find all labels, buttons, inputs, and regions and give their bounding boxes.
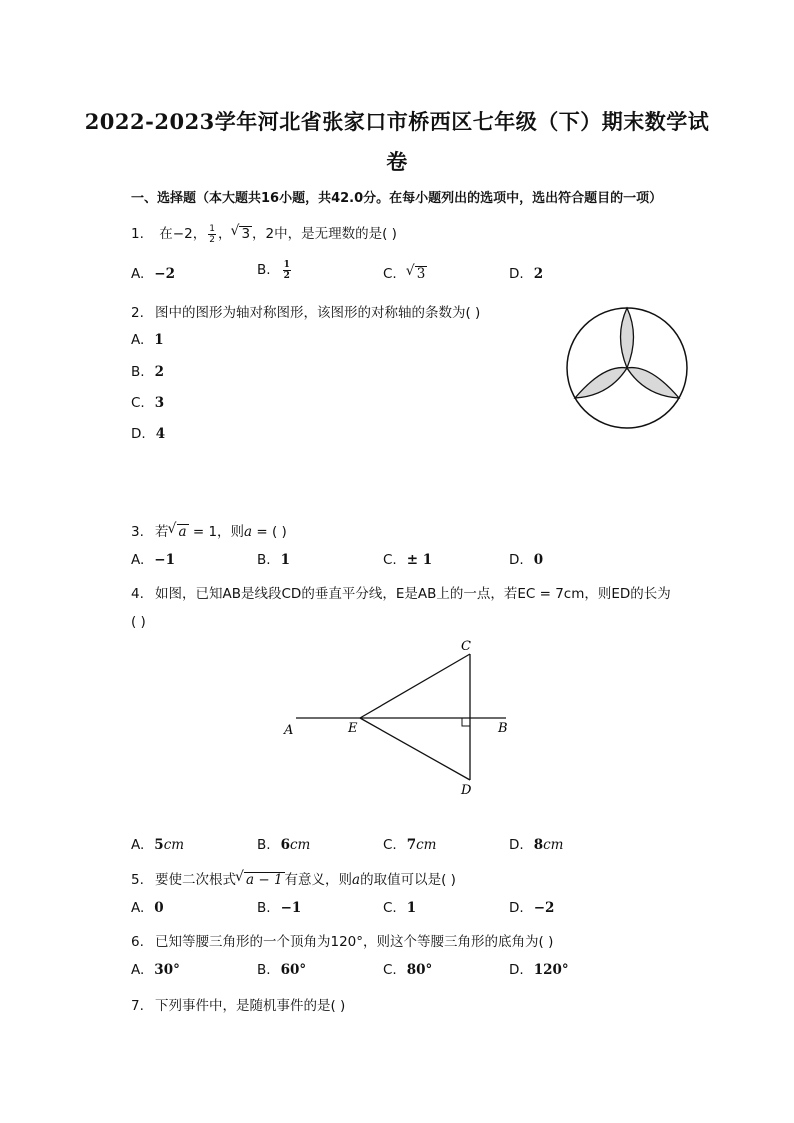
q1-option-b[interactable]: B. $\frac{1}{2}$ — [257, 260, 290, 281]
q3-text-mid: = 1，则 — [188, 524, 245, 540]
q1-text-post: ，2中，是无理数的是( ) — [252, 226, 397, 242]
q4-option-a[interactable]: A. 5cm — [131, 837, 185, 853]
q3-text-post: = ( ) — [252, 524, 287, 540]
exam-title-line2: 卷 — [386, 149, 408, 174]
q4-text-line1: 如图，已知AB是线段CD的垂直平分线，E是AB上的一点，若EC = 7cm，则ED的长为 — [155, 586, 671, 602]
q5-option-a[interactable]: A. 0 — [131, 900, 164, 916]
q6-text: 已知等腰三角形的一个顶角为120°，则这个等腰三角形的底角为( ) — [155, 934, 554, 950]
q5-option-b[interactable]: B. −1 — [257, 900, 302, 916]
q4-geometry-figure — [280, 636, 520, 802]
q1-option-d[interactable]: D. 2 — [509, 266, 544, 282]
q5-text-pre: 要使二次根式 — [155, 872, 236, 888]
q5-sqrt: √ a − 1 — [244, 872, 285, 887]
question-number: 1. — [131, 226, 144, 242]
q3-text-pre: 若 — [155, 524, 169, 540]
q5-text-mid: 有意义，则 — [284, 872, 353, 888]
q1-sqrt: √ 3 — [239, 226, 252, 241]
q3-var: a — [244, 524, 253, 540]
question-6 — [131, 930, 553, 950]
question-number: 6. — [131, 934, 144, 950]
section-heading: 一、选择题（本大题共16小题，共42.0分。在每小题列出的选项中，选出符合题目的一项） — [131, 191, 663, 206]
q2-option-a[interactable]: A. 1 — [131, 332, 164, 348]
point-label-a: A — [284, 723, 294, 738]
question-number: 7. — [131, 998, 144, 1014]
q4-option-b[interactable]: B. 6cm — [257, 837, 311, 853]
q6-option-b[interactable]: B. 60° — [257, 962, 307, 978]
q2-option-b[interactable]: B. 2 — [131, 364, 164, 380]
q5-text-post: 的取值可以是( ) — [360, 872, 456, 888]
question-1 — [131, 222, 397, 245]
q5-option-c[interactable]: C. 1 — [383, 900, 417, 916]
question-number: 5. — [131, 872, 144, 888]
q1-option-a[interactable]: A. −2 — [131, 266, 176, 282]
exam-title-line1: 2022-2023学年河北省张家口市桥西区七年级（下）期末数学试 — [84, 109, 710, 134]
point-label-c: C — [461, 639, 471, 654]
q4-text-line2: ( ) — [131, 614, 146, 630]
point-label-e: E — [348, 721, 358, 736]
question-number: 2. — [131, 305, 144, 321]
q3-option-a[interactable]: A. −1 — [131, 552, 176, 568]
question-2 — [131, 301, 480, 321]
question-3 — [131, 520, 287, 540]
q1-option-c[interactable]: C.√ 3 — [383, 266, 427, 282]
point-label-d: D — [461, 783, 472, 798]
q3-sqrt: √ a — [177, 524, 189, 539]
question-4 — [131, 582, 671, 602]
q6-option-d[interactable]: D. 120° — [509, 962, 569, 978]
q4-option-d[interactable]: D. 8cm — [509, 837, 564, 853]
q4-option-c[interactable]: C. 7cm — [383, 837, 437, 853]
q6-option-c[interactable]: C. 80° — [383, 962, 433, 978]
q7-text: 下列事件中，是随机事件的是( ) — [155, 998, 346, 1014]
question-number: 3. — [131, 524, 144, 540]
point-label-b: B — [498, 721, 508, 736]
q2-option-d[interactable]: D. 4 — [131, 426, 166, 442]
q1-fraction: $\frac{1}{2}$ — [209, 223, 215, 245]
q3-option-b[interactable]: B. 1 — [257, 552, 290, 568]
question-5 — [131, 868, 456, 888]
q2-text: 图中的图形为轴对称图形，该图形的对称轴的条数为( ) — [155, 305, 481, 321]
q1-text-pre: 在−2， — [159, 226, 207, 242]
question-number: 4. — [131, 586, 144, 602]
q5-var: a — [352, 872, 361, 888]
q1-text-mid: ， — [217, 226, 232, 242]
q3-option-c[interactable]: C. ± 1 — [383, 552, 433, 568]
question-7 — [131, 994, 345, 1014]
q2-option-c[interactable]: C. 3 — [131, 395, 165, 411]
q3-option-d[interactable]: D. 0 — [509, 552, 544, 568]
q6-option-a[interactable]: A. 30° — [131, 962, 180, 978]
q2-circle-figure — [564, 306, 690, 430]
q5-option-d[interactable]: D. −2 — [509, 900, 555, 916]
